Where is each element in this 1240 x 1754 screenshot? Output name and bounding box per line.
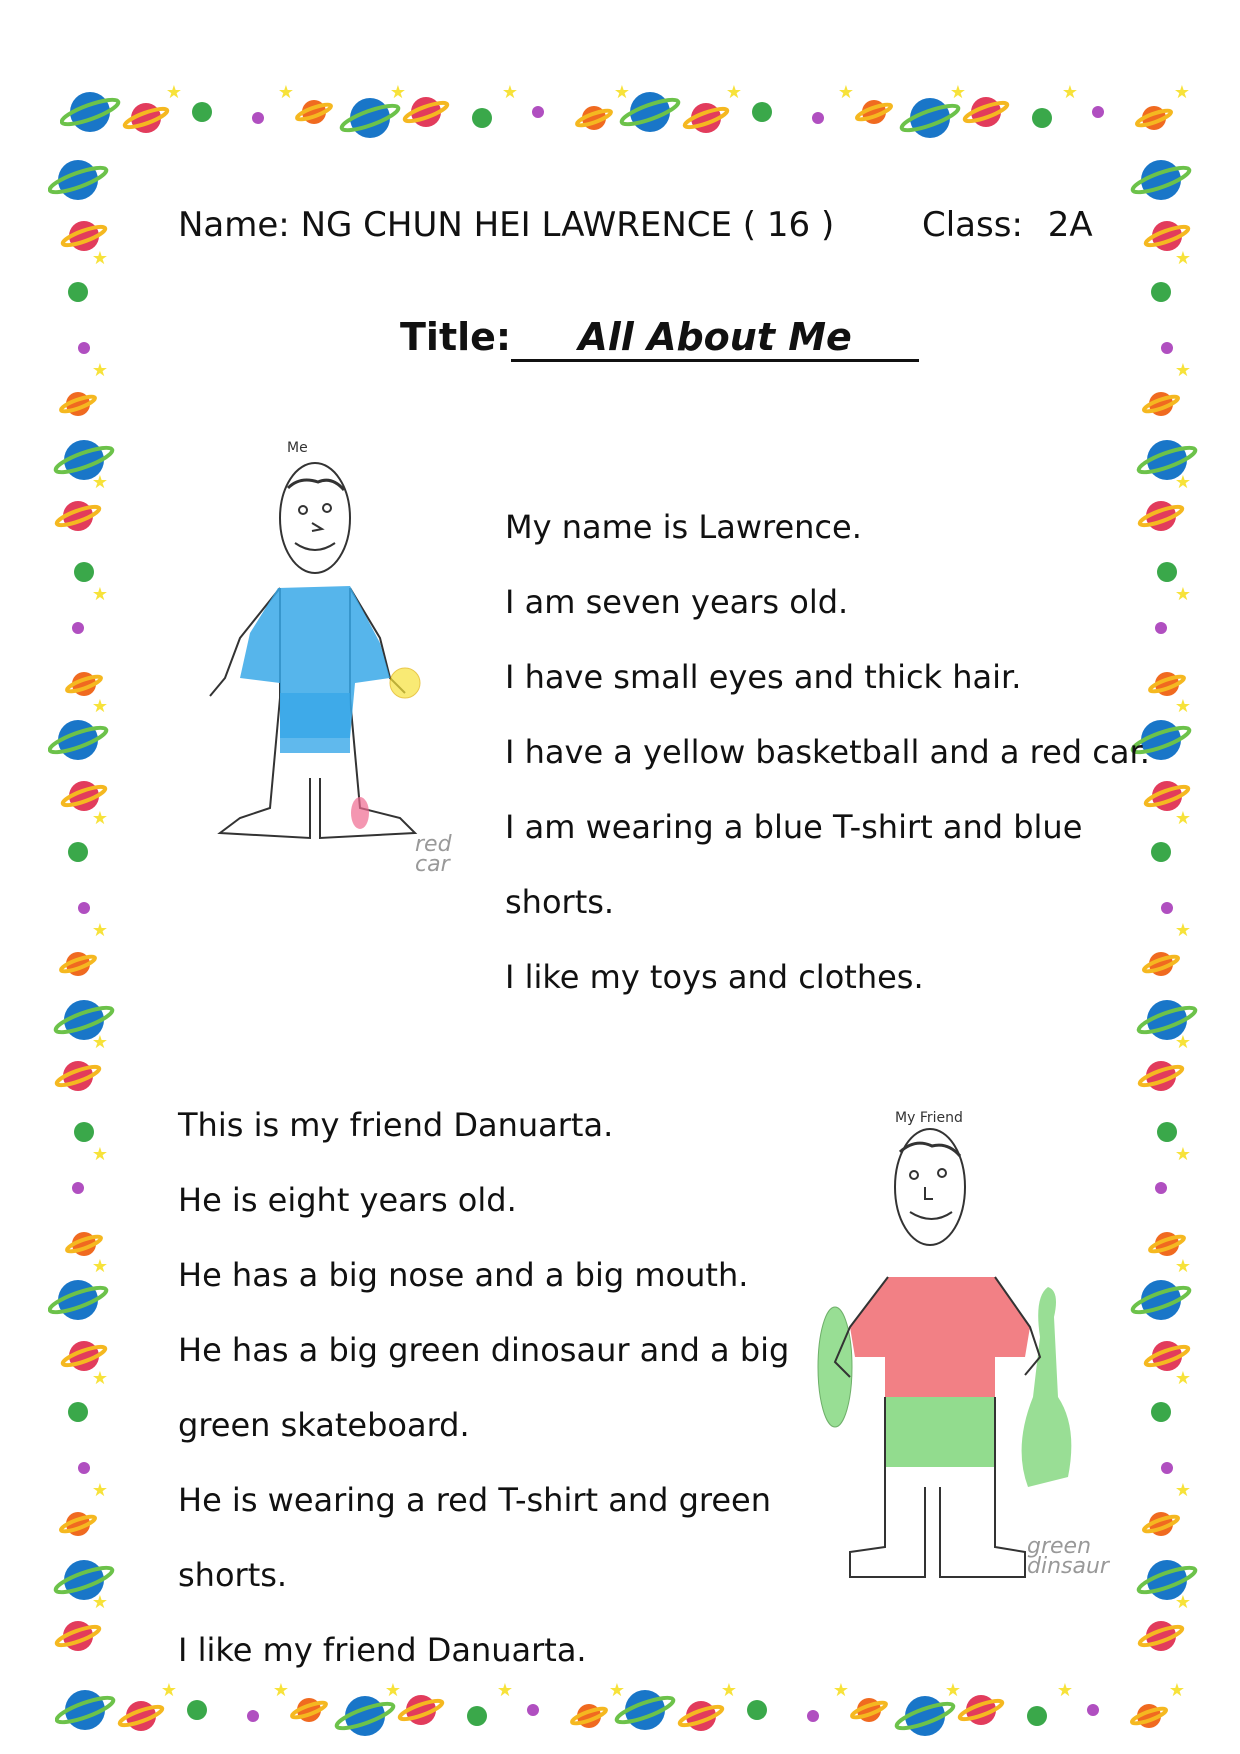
- text-line: I have small eyes and thick hair.: [505, 658, 1022, 696]
- planet-icon: [78, 1462, 90, 1474]
- star-icon: ★: [1174, 360, 1192, 381]
- planet-icon: [856, 100, 893, 124]
- star-icon: ★: [91, 1256, 109, 1277]
- planet-icon: [1087, 1704, 1099, 1716]
- planet-icon: [576, 106, 613, 130]
- star-icon: ★: [91, 808, 109, 829]
- star-icon: ★: [91, 1480, 109, 1501]
- star-icon: ★: [1174, 584, 1192, 605]
- planet-icon: [894, 1696, 955, 1736]
- star-icon: ★: [1061, 82, 1079, 103]
- planet-icon: [74, 562, 94, 582]
- planet-icon: [1155, 622, 1167, 634]
- star-icon: ★: [1168, 1680, 1186, 1701]
- planet-icon: [752, 102, 772, 122]
- planet-icon: [61, 221, 107, 251]
- planet-icon: [678, 1701, 724, 1731]
- planet-icon: [1136, 106, 1173, 130]
- star-icon: ★: [91, 472, 109, 493]
- planet-icon: [1149, 1232, 1186, 1256]
- planet-icon: [1144, 1341, 1190, 1371]
- star-icon: ★: [91, 248, 109, 269]
- planet-icon: [1130, 1280, 1191, 1320]
- planet-icon: [1161, 342, 1173, 354]
- text-line: I like my friend Danuarta.: [178, 1631, 587, 1669]
- star-icon: ★: [91, 584, 109, 605]
- planet-icon: [747, 1700, 767, 1720]
- student-name: NG CHUN HEI LAWRENCE ( 16 ): [300, 205, 835, 245]
- star-icon: ★: [91, 1368, 109, 1389]
- tag-line: red: [415, 832, 452, 857]
- border-left: [48, 150, 123, 1680]
- planet-icon: [187, 1700, 207, 1720]
- red-car-tag: [415, 832, 452, 877]
- planet-icon: [1161, 1462, 1173, 1474]
- star-icon: ★: [501, 82, 519, 103]
- planet-icon: [1144, 221, 1190, 251]
- star-icon: ★: [832, 1680, 850, 1701]
- planet-icon: [60, 1512, 97, 1536]
- planet-icon: [527, 1704, 539, 1716]
- text-line: He is eight years old.: [178, 1181, 517, 1219]
- text-line: I am seven years old.: [505, 583, 849, 621]
- planet-icon: [1155, 1182, 1167, 1194]
- planet-icon: [851, 1698, 888, 1722]
- star-icon: ★: [1056, 1680, 1074, 1701]
- text-line: I am wearing a blue T-shirt and blue: [505, 808, 1083, 846]
- green-dinosaur-tag: [1027, 1534, 1109, 1579]
- tag-line: green: [1027, 1534, 1092, 1559]
- planet-icon: [958, 1695, 1004, 1725]
- planet-icon: [1092, 106, 1104, 118]
- planet-icon: [247, 1710, 259, 1722]
- star-icon: ★: [272, 1680, 290, 1701]
- planet-icon: [78, 902, 90, 914]
- star-icon: ★: [837, 82, 855, 103]
- class-label: Class:: [922, 205, 1023, 245]
- planet-icon: [1138, 1621, 1184, 1651]
- planet-icon: [1032, 108, 1052, 128]
- planet-icon: [1151, 842, 1171, 862]
- star-icon: ★: [160, 1680, 178, 1701]
- planet-icon: [48, 1280, 109, 1320]
- name-label: Name:: [178, 205, 290, 245]
- class-value: 2A: [1047, 205, 1093, 245]
- planet-icon: [1138, 1061, 1184, 1091]
- text-line: He has a big green dinosaur and a big: [178, 1331, 790, 1369]
- planet-icon: [334, 1696, 395, 1736]
- star-icon: ★: [165, 82, 183, 103]
- star-icon: ★: [1174, 1480, 1192, 1501]
- star-icon: ★: [91, 1032, 109, 1053]
- planet-icon: [55, 1061, 101, 1091]
- planet-icon: [963, 97, 1009, 127]
- me-paragraph: [505, 490, 1150, 1015]
- star-icon: ★: [389, 82, 407, 103]
- tag-line: car: [415, 852, 450, 877]
- planet-icon: [60, 952, 97, 976]
- planet-icon: [812, 112, 824, 124]
- planet-icon: [61, 1341, 107, 1371]
- friend-paragraph: [178, 1088, 789, 1688]
- planet-icon: [1143, 392, 1180, 416]
- planet-icon: [68, 842, 88, 862]
- planet-icon: [118, 1701, 164, 1731]
- planet-icon: [55, 1621, 101, 1651]
- planet-icon: [532, 106, 544, 118]
- star-icon: ★: [1174, 696, 1192, 717]
- star-icon: ★: [613, 82, 631, 103]
- planet-icon: [571, 1704, 608, 1728]
- page-title: [400, 315, 919, 362]
- planet-icon: [66, 672, 103, 696]
- star-icon: ★: [1174, 1144, 1192, 1165]
- planet-icon: [899, 98, 960, 138]
- planet-icon: [1157, 562, 1177, 582]
- star-icon: ★: [720, 1680, 738, 1701]
- class-line: [922, 205, 1093, 245]
- text-line: He has a big nose and a big mouth.: [178, 1256, 749, 1294]
- planet-icon: [55, 1690, 116, 1730]
- name-line: [178, 205, 834, 245]
- star-icon: ★: [91, 1592, 109, 1613]
- star-icon: ★: [91, 1144, 109, 1165]
- star-icon: ★: [725, 82, 743, 103]
- planet-icon: [48, 160, 109, 200]
- text-line: He is wearing a red T-shirt and green: [178, 1481, 772, 1519]
- planet-icon: [68, 1402, 88, 1422]
- planet-icon: [1151, 282, 1171, 302]
- text-line: This is my friend Danuarta.: [178, 1106, 614, 1144]
- planet-icon: [683, 103, 729, 133]
- star-icon: ★: [1174, 472, 1192, 493]
- star-icon: ★: [944, 1680, 962, 1701]
- star-icon: ★: [1174, 1368, 1192, 1389]
- star-icon: ★: [384, 1680, 402, 1701]
- planet-icon: [61, 781, 107, 811]
- planet-icon: [339, 98, 400, 138]
- friend-drawing: [810, 1107, 1120, 1602]
- text-line: I like my toys and clothes.: [505, 958, 924, 996]
- title-label: Title:: [400, 315, 512, 359]
- planet-icon: [467, 1706, 487, 1726]
- text-line: shorts.: [178, 1556, 288, 1594]
- star-icon: ★: [1174, 1256, 1192, 1277]
- planet-icon: [60, 392, 97, 416]
- planet-icon: [66, 1232, 103, 1256]
- planet-icon: [296, 100, 333, 124]
- planet-icon: [78, 342, 90, 354]
- tag-line: dinsaur: [1027, 1554, 1109, 1579]
- star-icon: ★: [1174, 1032, 1192, 1053]
- planet-icon: [252, 112, 264, 124]
- star-icon: ★: [91, 696, 109, 717]
- border-top: [60, 70, 1190, 160]
- planet-icon: [1143, 1512, 1180, 1536]
- planet-icon: [1130, 160, 1191, 200]
- planet-icon: [403, 97, 449, 127]
- planet-icon: [60, 92, 121, 132]
- star-icon: ★: [1174, 808, 1192, 829]
- planet-icon: [72, 622, 84, 634]
- planet-icon: [1149, 672, 1186, 696]
- friend-drawing-caption: My Friend: [895, 1110, 963, 1126]
- text-line: shorts.: [505, 883, 615, 921]
- planet-icon: [291, 1698, 328, 1722]
- star-icon: ★: [91, 920, 109, 941]
- planet-icon: [192, 102, 212, 122]
- text-line: I have a yellow basketball and a red car.: [505, 733, 1150, 771]
- planet-icon: [398, 1695, 444, 1725]
- star-icon: ★: [1174, 1592, 1192, 1613]
- planet-icon: [1161, 902, 1173, 914]
- planet-icon: [74, 1122, 94, 1142]
- planet-icon: [1144, 781, 1190, 811]
- star-icon: ★: [91, 360, 109, 381]
- planet-icon: [55, 501, 101, 531]
- planet-icon: [1131, 1704, 1168, 1728]
- planet-icon: [807, 1710, 819, 1722]
- star-icon: ★: [1174, 920, 1192, 941]
- planet-icon: [68, 282, 88, 302]
- star-icon: ★: [277, 82, 295, 103]
- star-icon: ★: [1173, 82, 1190, 103]
- me-drawing-caption: Me: [287, 440, 308, 456]
- planet-icon: [123, 103, 169, 133]
- text-line: green skateboard.: [178, 1406, 470, 1444]
- planet-icon: [48, 720, 109, 760]
- star-icon: ★: [949, 82, 967, 103]
- title-value: All About Me: [511, 315, 919, 362]
- planet-icon: [472, 108, 492, 128]
- star-icon: ★: [608, 1680, 626, 1701]
- planet-icon: [1157, 1122, 1177, 1142]
- star-icon: ★: [1174, 248, 1192, 269]
- planet-icon: [1027, 1706, 1047, 1726]
- planet-icon: [1151, 1402, 1171, 1422]
- star-icon: ★: [496, 1680, 514, 1701]
- planet-icon: [72, 1182, 84, 1194]
- text-line: My name is Lawrence.: [505, 508, 862, 546]
